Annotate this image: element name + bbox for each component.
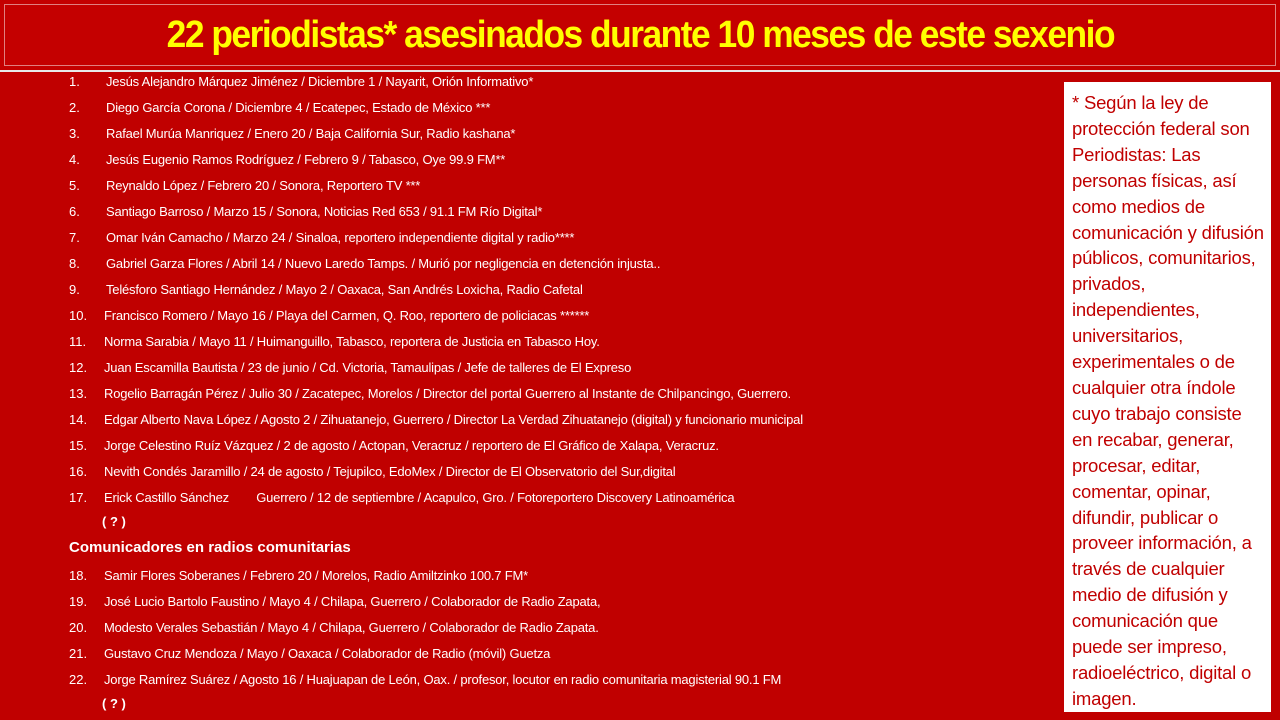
item-text: Modesto Verales Sebastián / Mayo 4 / Chilapa, Guerrero / Colaborador de Radio Zapata.	[104, 620, 599, 635]
item-number: 5.	[69, 178, 80, 193]
section-heading: Comunicadores en radios comunitarias	[69, 539, 351, 556]
item-text: Jesús Alejandro Márquez Jiménez / Diciembre 1 / Nayarit, Orión Informativo*	[106, 74, 534, 89]
item-number: 20.	[69, 620, 88, 635]
item-text: Jorge Celestino Ruíz Vázquez / 2 de agosto / Actopan, Veracruz / reportero de El Gráfico de Xalapa, Veracruz.	[104, 438, 719, 453]
item-number: 6.	[69, 204, 80, 219]
item-number: 15.	[69, 438, 88, 453]
item-number: 21.	[69, 646, 88, 661]
item-number: 12.	[69, 360, 88, 375]
item-text: Rafael Murúa Manriquez / Enero 20 / Baja California Sur, Radio kashana*	[106, 126, 516, 141]
item-number: 10.	[69, 308, 88, 323]
unknown-marker: ( ? )	[102, 696, 126, 711]
item-text: Jesús Eugenio Ramos Rodríguez / Febrero 9 / Tabasco, Oye 99.9 FM**	[106, 152, 506, 167]
item-text: José Lucio Bartolo Faustino / Mayo 4 / Chilapa, Guerrero / Colaborador de Radio Zapata,	[104, 594, 601, 609]
definition-note-text: * Según la ley de protección federal son Periodistas: Las personas físicas, así como medios de comunicación y difusión públicos, comunitarios, privados, independientes, universitarios, experimentales o de cualquier otra índole cuyo trabajo consiste en recabar, generar, procesar, editar, comentar, opinar, difundir, publicar o proveer información, a través de cualquier medio de difusión y comunicación que puede ser impreso, radioeléctrico, digital o imagen.	[1072, 92, 1264, 709]
item-number: 9.	[69, 282, 80, 297]
item-text: Nevith Condés Jaramillo / 24 de agosto / Tejupilco, EdoMex / Director de El Observatorio del Sur,digital	[104, 464, 676, 479]
item-text: Diego García Corona / Diciembre 4 / Ecatepec, Estado de México ***	[106, 100, 491, 115]
item-text: Juan Escamilla Bautista / 23 de junio / Cd. Victoria, Tamaulipas / Jefe de talleres de El Expreso	[104, 360, 632, 375]
item-text: Santiago Barroso / Marzo 15 / Sonora, Noticias Red 653 / 91.1 FM Río Digital*	[106, 204, 543, 219]
item-number: 7.	[69, 230, 80, 245]
item-text: Norma Sarabia / Mayo 11 / Huimanguillo, Tabasco, reportera de Justicia en Tabasco Hoy.	[104, 334, 600, 349]
item-text: Gabriel Garza Flores / Abril 14 / Nuevo Laredo Tamps. / Murió por negligencia en detención injusta..	[106, 256, 661, 271]
item-text: Jorge Ramírez Suárez / Agosto 16 / Huajuapan de León, Oax. / profesor, locutor en radio comunitaria magisterial 90.1 FM	[104, 672, 782, 687]
item-number: 11.	[69, 334, 87, 349]
page-title: 22 periodistas* asesinados durante 10 meses de este sexenio	[166, 13, 1114, 56]
item-number: 18.	[69, 568, 88, 583]
definition-note-box	[1064, 82, 1271, 712]
title-bar	[0, 0, 1280, 72]
item-number: 17.	[69, 490, 88, 505]
item-text: Edgar Alberto Nava López / Agosto 2 / Zihuatanejo, Guerrero / Director La Verdad Zihuatanejo (digital) y funcionario municipal	[104, 412, 803, 427]
unknown-marker: ( ? )	[102, 514, 126, 529]
item-number: 1.	[69, 74, 80, 89]
item-number: 2.	[69, 100, 80, 115]
item-number: 8.	[69, 256, 80, 271]
item-text: Francisco Romero / Mayo 16 / Playa del Carmen, Q. Roo, reportero de policiacas ******	[104, 308, 590, 323]
item-number: 19.	[69, 594, 88, 609]
item-number: 14.	[69, 412, 88, 427]
item-text: Gustavo Cruz Mendoza / Mayo / Oaxaca / Colaborador de Radio (móvil) Guetza	[104, 646, 551, 661]
item-number: 13.	[69, 386, 88, 401]
item-number: 22.	[69, 672, 88, 687]
item-text: Reynaldo López / Febrero 20 / Sonora, Reportero TV ***	[106, 178, 421, 193]
item-text: Rogelio Barragán Pérez / Julio 30 / Zacatepec, Morelos / Director del portal Guerrero al Instante de Chilpancingo, Guerrero.	[104, 386, 791, 401]
item-text: Samir Flores Soberanes / Febrero 20 / Morelos, Radio Amiltzinko 100.7 FM*	[104, 568, 528, 583]
item-text: Omar Iván Camacho / Marzo 24 / Sinaloa, reportero independiente digital y radio****	[106, 230, 575, 245]
item-number: 3.	[69, 126, 80, 141]
item-text: Erick Castillo Sánchez Guerrero / 12 de septiembre / Acapulco, Gro. / Fotoreportero Discovery Latinoamérica	[104, 490, 735, 505]
item-text: Telésforo Santiago Hernández / Mayo 2 / Oaxaca, San Andrés Loxicha, Radio Cafetal	[106, 282, 583, 297]
item-number: 16.	[69, 464, 88, 479]
item-number: 4.	[69, 152, 80, 167]
